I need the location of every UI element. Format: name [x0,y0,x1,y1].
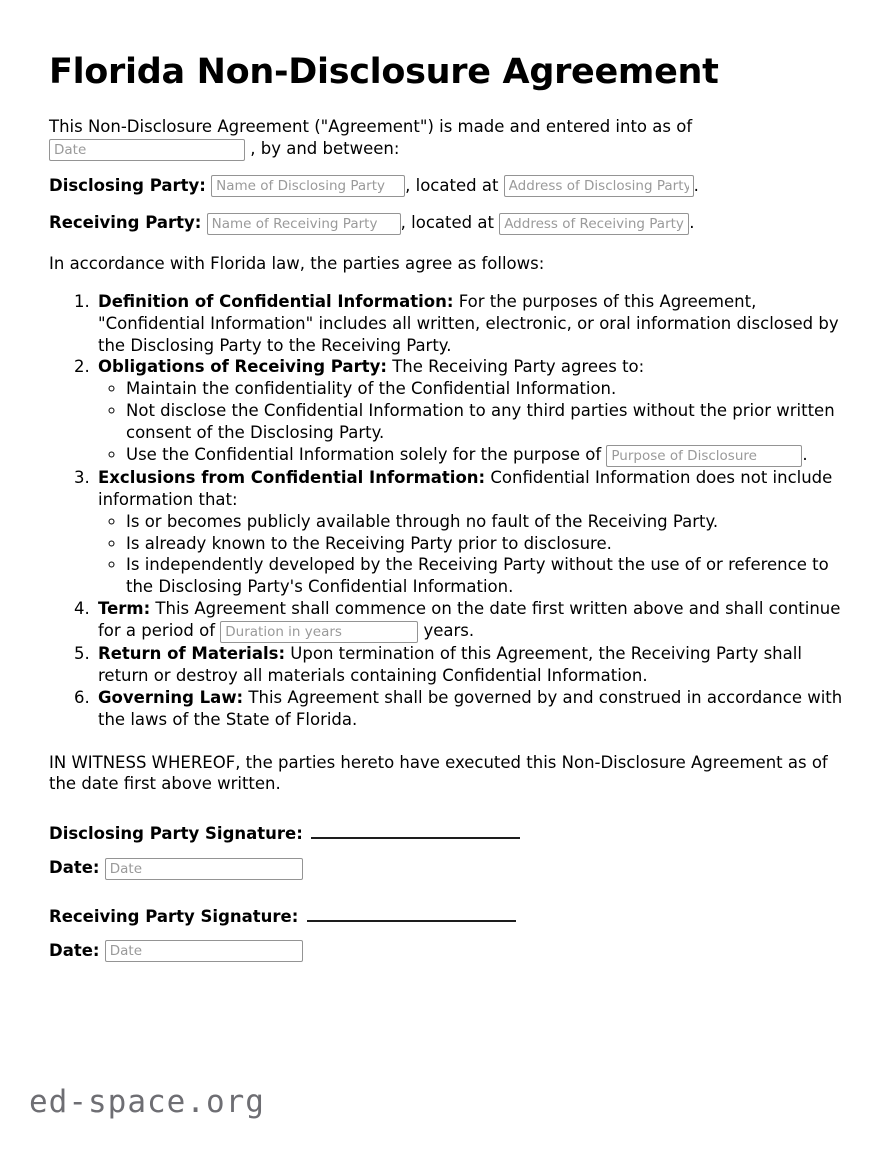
intro-paragraph [49,116,844,160]
receiving-signature-label: Receiving Party Signature: [49,906,299,926]
receiving-date-input[interactable] [105,940,303,962]
page-title: Florida Non-Disclosure Agreement [49,52,719,92]
disclosing-party-address-input[interactable] [504,175,694,197]
receiving-signature-line[interactable] [307,907,516,922]
receiving-party-name-input[interactable] [207,213,401,235]
clause-item-exclusions [95,467,844,599]
clause-text: This Agreement shall be governed by and construed in accordance with the laws of the State of Florida. [98,687,843,729]
date-input-top[interactable] [49,139,245,161]
receiving-party-line [49,212,844,235]
intro-text-before: This Non-Disclosure Agreement ("Agreement") is made and entered into as of [49,117,693,137]
receiving-period: . [689,213,695,233]
receiving-date-row [49,940,844,963]
clause-heading: Definition of Confidential Information: [98,291,454,311]
term-text-after: years. [418,621,475,641]
disclosing-signature-label: Disclosing Party Signature: [49,824,303,844]
list-item-purpose [126,444,844,467]
receiving-located-at: , located at [400,213,500,233]
list-item: ◦ Maintain the confidentiality of the Confidential Information. [126,378,844,400]
list-item: ◦ Not disclose the Confidential Information to any third parties without the prior written consent of the Disclosing Party. [126,400,844,444]
clause-heading: Return of Materials: [98,643,286,663]
receiving-party-label: Receiving Party: [49,213,202,233]
watermark: ed-space.org [29,1084,265,1120]
disclosing-party-label: Disclosing Party: [49,175,206,195]
disclosing-party-line [49,175,844,198]
duration-input[interactable] [220,621,418,643]
clause-text: The Receiving Party agrees to: [386,357,645,377]
disclosing-party-name-input[interactable] [211,175,405,197]
clause-heading: Obligations of Receiving Party: [98,357,387,377]
clause-text: For the purposes of this Agreement, "Confidential Information" includes all written, electronic, or oral information disclosed by the Disclosing Party to the Receiving Party. [98,291,839,355]
clause-item-return-of-materials [95,643,844,687]
disclosing-period: . [693,175,699,195]
purpose-of-disclosure-input[interactable] [606,445,802,467]
clause-item-governing-law [95,687,844,731]
list-item: ◦ Is or becomes publicly available through no fault of the Receiving Party. [126,511,844,533]
signature-block [49,823,844,962]
clause-text: Confidential Information does not include information that: [98,467,833,509]
clause-heading: Term: [98,599,151,619]
purpose-text-before: Use the Confidential Information solely for the purpose of [126,445,607,465]
list-item: ◦ Is already known to the Receiving Party prior to disclosure. [126,533,844,555]
accordance-paragraph: In accordance with Florida law, the parties agree as follows: [49,253,545,273]
obligations-sub-list [98,378,844,466]
clause-heading: Exclusions from Confidential Information: [98,467,486,487]
intro-text-after: , by and between: [250,139,400,159]
clause-heading: Governing Law: [98,687,244,707]
receiving-party-address-input[interactable] [499,213,689,235]
disclosing-date-row [49,857,844,880]
disclosing-date-label: Date: [49,858,100,878]
disclosing-signature-line[interactable] [311,824,520,839]
list-item: ◦ Is independently developed by the Receiving Party without the use of or reference to the Disclosing Party's Confidential Information. [126,554,844,598]
clause-list [49,291,844,731]
term-text-before: This Agreement shall commence on the date first written above and shall continue for a period of [98,599,841,641]
clause-text: Upon termination of this Agreement, the Receiving Party shall return or destroy all materials containing Confidential Information. [98,643,802,685]
clause-item-definition [95,291,844,357]
receiving-signature-row [49,906,844,928]
clause-item-obligations [95,356,844,466]
clause-item-term [95,598,844,642]
disclosing-signature-row [49,823,844,845]
witness-paragraph: IN WITNESS WHEREOF, the parties hereto have executed this Non-Disclosure Agreement as of the date first above written. [49,752,828,794]
disclosing-located-at: , located at [405,175,504,195]
disclosing-date-input[interactable] [105,858,303,880]
purpose-text-after: . [802,445,808,465]
exclusions-sub-list [98,511,844,599]
receiving-date-label: Date: [49,940,100,960]
